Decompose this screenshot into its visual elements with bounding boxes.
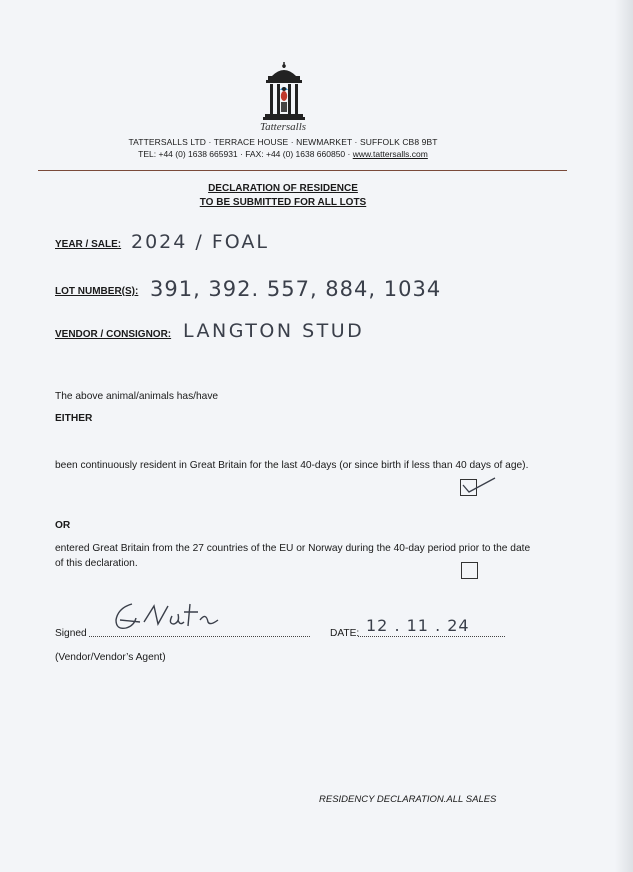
document-subtitle: TO BE SUBMITTED FOR ALL LOTS	[199, 197, 367, 208]
checkmark-icon	[461, 476, 495, 496]
date-value: 12 . 11 . 24	[366, 616, 470, 635]
tattersalls-rotunda-logo-icon	[262, 62, 306, 122]
option2-checkbox[interactable]	[461, 562, 478, 579]
intro-text: The above animal/animals has/have	[55, 391, 219, 402]
website-link[interactable]: www.tattersalls.com	[352, 149, 428, 159]
handwritten-signature	[110, 598, 230, 638]
lot-numbers-label: LOT NUMBER(S):	[55, 286, 139, 297]
year-sale-value: 2024 / FOAL	[131, 231, 269, 253]
signed-label: Signed	[55, 628, 87, 639]
footer-reference: RESIDENCY DECLARATION.ALL SALES	[319, 794, 497, 805]
date-label: DATE:	[330, 628, 360, 639]
either-label: EITHER	[55, 413, 93, 424]
option1-checkbox[interactable]	[460, 479, 477, 496]
paper-edge-shadow	[615, 0, 633, 872]
contact-numbers: TEL: +44 (0) 1638 665931 · FAX: +44 (0) 1638 660850 ·	[138, 149, 353, 159]
year-sale-label: YEAR / SALE:	[55, 239, 122, 250]
date-line	[358, 636, 505, 637]
agent-label: (Vendor/Vendor’s Agent)	[55, 652, 166, 663]
option2-text: entered Great Britain from the 27 countries of the EU or Norway during the 40-day period prior to the date of this declaration.	[55, 543, 531, 569]
company-address: TATTERSALLS LTD · TERRACE HOUSE · NEWMARKET · SUFFOLK CB8 9BT	[128, 137, 438, 147]
brand-name: Tattersalls	[259, 121, 307, 133]
or-label: OR	[55, 520, 71, 531]
company-contact	[0, 149, 566, 159]
header-divider	[38, 170, 567, 171]
document-title: DECLARATION OF RESIDENCE	[208, 183, 358, 194]
vendor-label: VENDOR / CONSIGNOR:	[55, 329, 172, 340]
lot-numbers-value: 391, 392. 557, 884, 1034	[150, 277, 442, 301]
vendor-value: LANGTON STUD	[183, 320, 365, 342]
option1-text: been continuously resident in Great Britain for the last 40-days (or since birth if less than 40 days of age).	[55, 460, 529, 471]
